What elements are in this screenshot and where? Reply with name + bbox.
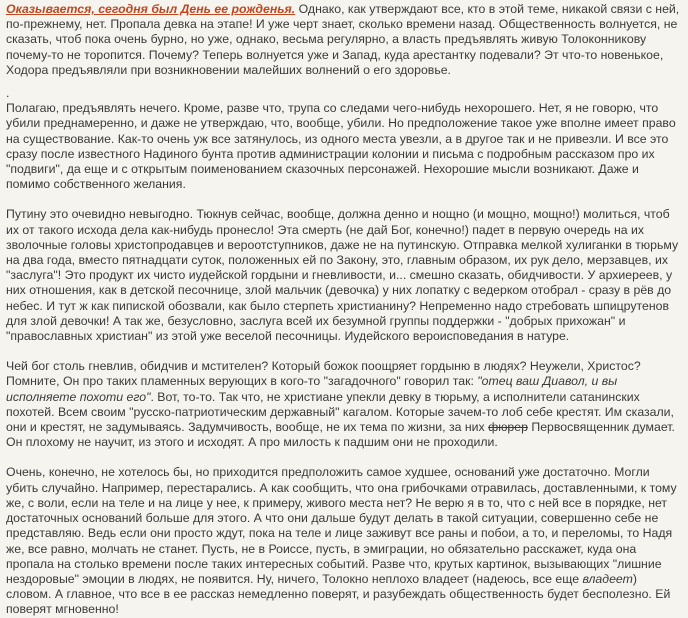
paragraph-4 <box>6 359 682 450</box>
emphasis-word: владеет <box>582 571 633 586</box>
paragraph-4-text-a: Чей бог столь гневлив, обидчив и мстителен? Который божок поощряет гордыню в людях? Неужели, Христос? Помните, Он про таких пламенных верующих в кого-то "загадочного" говорил так: <box>6 359 641 389</box>
birthday-link[interactable]: Оказывается, сегодня был День ее рожденья. <box>6 2 296 16</box>
paragraph-1-text: Однако, как утверждают все, кто в этой теме, никакой связи с ней, по-прежнему, нет. Пропала девка на этапе! И уже черт знает, сколько времени назад. Общественность волнуется, не сказать, чтоб пока очень бурно, но уже, однако, весьма регулярно, а власть предъявлять живую Толоконникову почему-то не торопится. Почему? Теперь волнуется уже и Запад, куда арестантку подевали? Эт что-то новенькое, Ходора предъявляли при возникновении малейших волнений о его здоровье. <box>6 2 680 77</box>
paragraph-5-text-a: Очень, конечно, не хотелось бы, но приходится предположить самое худшее, оснований уже достаточно. Могли убить случайно. Например, перестарались. А как сообщить, что она грибочками отравилась, доставленными, к тому же, с воли, если на теле и на лице у нее, к примеру, живого места нет? Не верю я в то, что с ней все в порядке, нет достаточных оснований больше для этого. А что они дальше будут делать в такой ситуации, совершенно себе не представляю. Ведь если они просто ждут, пока на теле и лице заживут все раны и побои, а то, и переломы, то Надя же, все равно, молчать не станет. Пусть, не в Роиссе, пусть, в эмиграции, но обязательно расскажет, куда она пропала на столько времени после таких интересных событий. Разве что, крутых картинок, вызывающих "лишние нездоровые" эмоции в людях, не появится. Ну, ничего, Толокно неплохо владеет (надеюсь, все еще <box>6 465 677 586</box>
paragraph-4-text-b: . Вот, то-то. Так что, не христиане упекли девку в тюрьму, а исполнители сатанинских похотей. Всем своим "русско-патриотическим державный" кагалом. Которые зачем-то лоб себе крестят. Им сказали, они и крестят, не задумываясь. Задумчивость, вообще, не их тема по жизни, за них <box>6 389 674 435</box>
paragraph-4-text-c: Первосвященник думает. Он плохому не научит, из этого и исходят. А про милость к падшим они не проходили. <box>6 420 675 450</box>
paragraph-3: Путину это очевидно невыгодно. Тюкнув сейчас, вообще, должна денно и нощно (и мощно, мощно!) молиться, чтоб их от такого исхода дела как-нибудь пронесло! Эта смерть (не дай Бог, конечно!) падет в первую очередь на их зволочные головы христопродавцев и вероотступников, даже не на путинскую. Отправка мелкой хулиганки в тюрьму на два года, вместо пятнадцати суток, положенных ей по Закону, это, главным образом, их рук дело, мерзавцев, их "заслуга"! Это продукт их чисто иудейской гордыни и гневливости, и... смешно сказать, обидчивости. У архиереев, у них отношения, как в детской песочнице, злой мальчик (девочка) у них лопатку с ведерком отобрал - сразу в рёв до небес. И тут ж как пипиской обозвали, как было стерпеть христианину? Непременно надо стребовать шпицрутенов для злой девочки! А так же, безусловно, заслуга всей их безумной группы поддержки - "добрых прихожан" и "православных христиан" из этой уже веселой песочницы. Иудейского вероисповедания в натуре. <box>6 207 679 344</box>
paragraph-2: Полагаю, предъявлять нечего. Кроме, разве что, трупа со следами чего-нибудь нехорошего. Нет, я не говорю, что убили преднамеренно, и даже не утверждаю, что, вообще, убили. Но предположение такое уже вполне имеет право на существование. Как-то очень уж все затянулось, из одного места увезли, а в другое так и не привезли. И все это сразу после известного Надиного бунта против администрации колонии и письма с подробным рассказом про их "подвиги", да еще и с открытым поименованием сказочных персонажей. Нехорошие мысли возникают. Даже и помимо собственного желания. <box>6 101 676 192</box>
paragraph-5 <box>6 465 682 617</box>
paragraph-1 <box>6 2 682 78</box>
strikethrough-word: фюрер <box>488 420 528 435</box>
gospel-quote: "отец ваш Диавол, и вы исполняете похоти его" <box>6 374 618 404</box>
separator-dot: . <box>6 86 10 101</box>
paragraph-5-text-b: ) словом. А главное, что все в ее рассказ немедленно поверят, и разубеждать общественность будет бесполезно. Ей поверят мгновенно! <box>6 571 671 617</box>
